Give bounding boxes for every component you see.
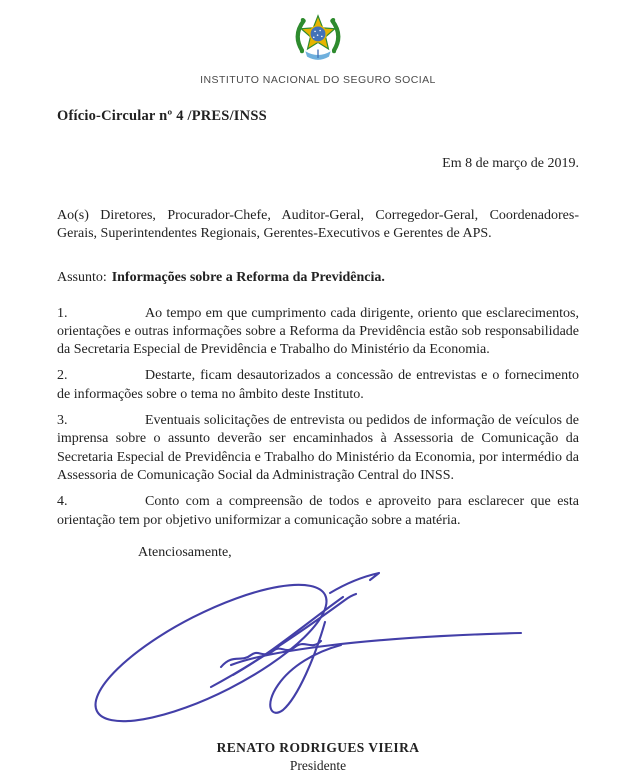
signature-icon <box>93 567 523 727</box>
paragraph-3-text: Eventuais solicitações de entrevista ou pedidos de informação de veículos de imprensa sobre o assunto deverão ser encaminhados à Assessoria de Comunicação da Secretaria Especial de Previdência e Trabalho do Ministério da Economia, por intermédio da Assessoria de Comunicação Social da Administração Central do INSS. <box>57 413 579 483</box>
closing-salutation: Atenciosamente, <box>138 544 232 560</box>
paragraph-2 <box>57 367 579 404</box>
paragraph-3 <box>57 412 579 485</box>
paragraph-1-number: 1. <box>57 305 68 321</box>
signer-title: Presidente <box>289 757 347 773</box>
letterhead <box>57 8 579 86</box>
paragraph-2-text: Destarte, ficam desautorizados a concessão de entrevistas e o fornecimento de informações sobre o tema no âmbito deste Instituto. <box>57 368 579 402</box>
institution-name: INSTITUTO NACIONAL DO SEGURO SOCIAL <box>200 74 436 86</box>
addressees: Ao(s) Diretores, Procurador-Chefe, Auditor-Geral, Corregedor-Geral, Coordenadores-Gerais, Superintendentes Regionais, Gerentes-Executivos e Gerentes de APS. <box>57 208 579 242</box>
paragraph-2-number: 2. <box>57 368 68 384</box>
signer-name: RENATO RODRIGUES VIEIRA <box>216 739 420 755</box>
paragraph-1-text: Ao tempo em que cumprimento cada dirigente, oriento que esclarecimentos, orientações e outras informações sobre a Reforma da Previdência estão sob responsabilidade da Secretaria Especial de Previdência e Trabalho do Ministério da Economia. <box>57 305 579 358</box>
paragraph-4-text: Conto com a compreensão de todos e aproveito para esclarecer que esta orientação tem por objetivo uniformizar a comunicação sobre a matéria. <box>57 494 579 528</box>
signature-area <box>93 567 579 727</box>
paragraph-4 <box>57 493 579 530</box>
document-date: Em 8 de março de 2019. <box>442 156 579 171</box>
subject-label: Assunto: <box>57 269 107 285</box>
paragraph-3-number: 3. <box>57 413 68 429</box>
subject-line <box>57 270 579 286</box>
brazil-coat-of-arms-icon <box>291 8 345 64</box>
paragraph-1 <box>57 305 579 360</box>
paragraph-4-number: 4. <box>57 494 68 510</box>
document-reference: Ofício-Circular nº 4 /PRES/INSS <box>57 108 267 124</box>
subject-text: Informações sobre a Reforma da Previdência. <box>111 269 385 285</box>
